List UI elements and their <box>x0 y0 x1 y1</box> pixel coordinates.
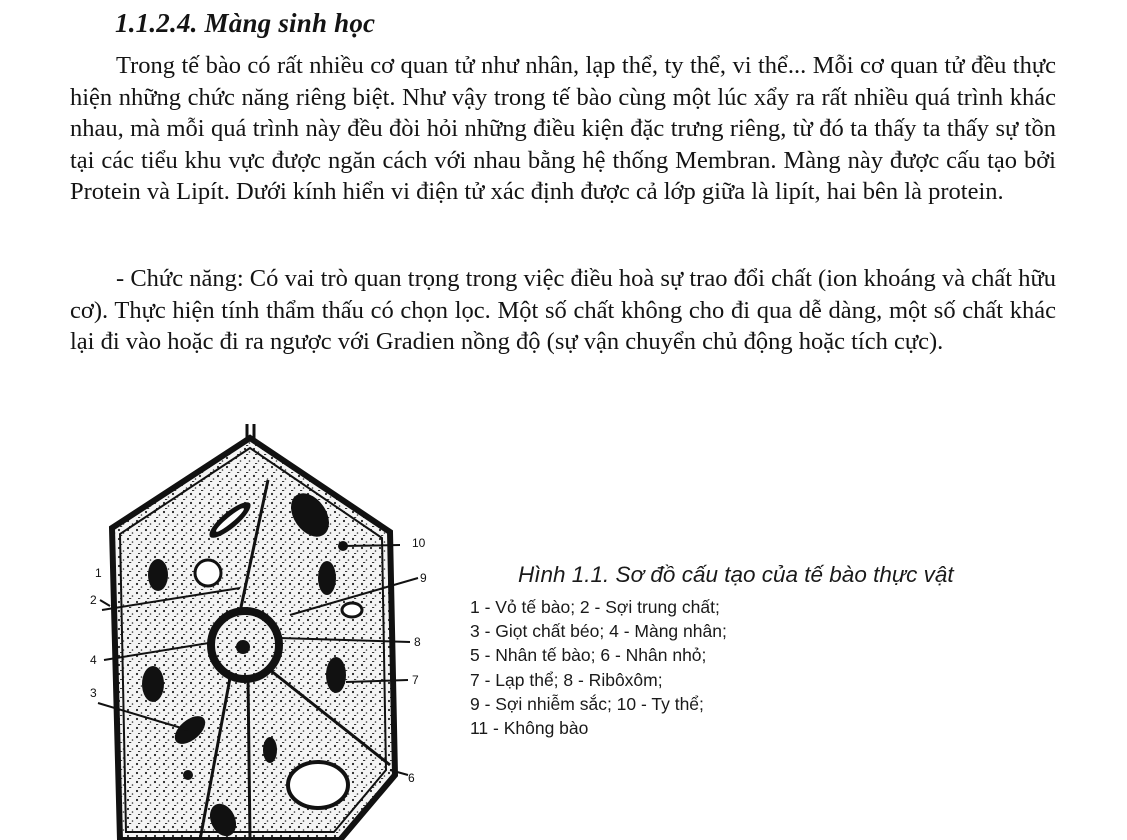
label-1: 1 <box>95 566 102 580</box>
vacuole <box>288 762 348 808</box>
legend-item: 11 - Không bào <box>470 718 589 739</box>
paragraph-intro: Trong tế bào có rất nhiều cơ quan tử như nhân, lạp thể, ty thể, vi thể... Mỗi cơ quan tử đều thực hiện những chức năng riêng biệt. Như vậy trong tế bào cùng một lúc xẩy ra rất nhiều quá trình khác nhau, mà mỗi quá trình này đều đòi hỏi những điều kiện đặc trưng riêng, từ đó ta thấy ta thấy sự tồn tại các tiểu khu vực được ngăn cách với nhau bằng hệ thống Membran. Màng này được cấu tạo bởi Protein và Lipít. Dưới kính hiển vi điện tử xác định được cả lớp giữa là lipít, hai bên là protein. <box>70 52 1056 205</box>
legend-item: 7 - Lạp thể; 8 - Ribôxôm; <box>470 669 663 690</box>
label-3: 3 <box>90 686 97 700</box>
label-9: 9 <box>420 571 427 585</box>
legend-item: 3 - Giọt chất béo; 4 - Màng nhân; <box>470 621 727 642</box>
legend-item: 1 - Vỏ tế bào; 2 - Sợi trung chất; <box>470 597 720 617</box>
label-6: 6 <box>408 771 415 785</box>
legend-item: 9 - Sợi nhiễm sắc; 10 - Ty thể; <box>470 693 704 714</box>
label-10: 10 <box>412 536 426 550</box>
figure-caption: Hình 1.1. Sơ đồ cấu tạo của tế bào thực vật <box>518 562 954 587</box>
paragraph-function: - Chức năng: Có vai trò quan trọng trong việc điều hoà sự trao đổi chất (ion khoáng và chất hữu cơ). Thực hiện tính thẩm thấu có chọn lọc. Một số chất không cho đi qua dễ dàng, một số chất khác lại đi vào hoặc đi ra ngược với Gradien nồng độ (sự vận chuyển chủ động hoặc tích cực). <box>70 265 1056 355</box>
legend-item: 5 - Nhân tế bào; 6 - Nhân nhỏ; <box>470 645 707 666</box>
label-8: 8 <box>414 635 421 649</box>
label-4: 4 <box>90 653 97 667</box>
section-heading: 1.1.2.4. Màng sinh học <box>115 8 376 38</box>
label-2: 2 <box>90 593 97 607</box>
plant-cell-diagram <box>90 420 450 840</box>
figure-legend <box>470 595 727 740</box>
nucleolus <box>236 640 250 654</box>
label-7: 7 <box>412 673 419 687</box>
